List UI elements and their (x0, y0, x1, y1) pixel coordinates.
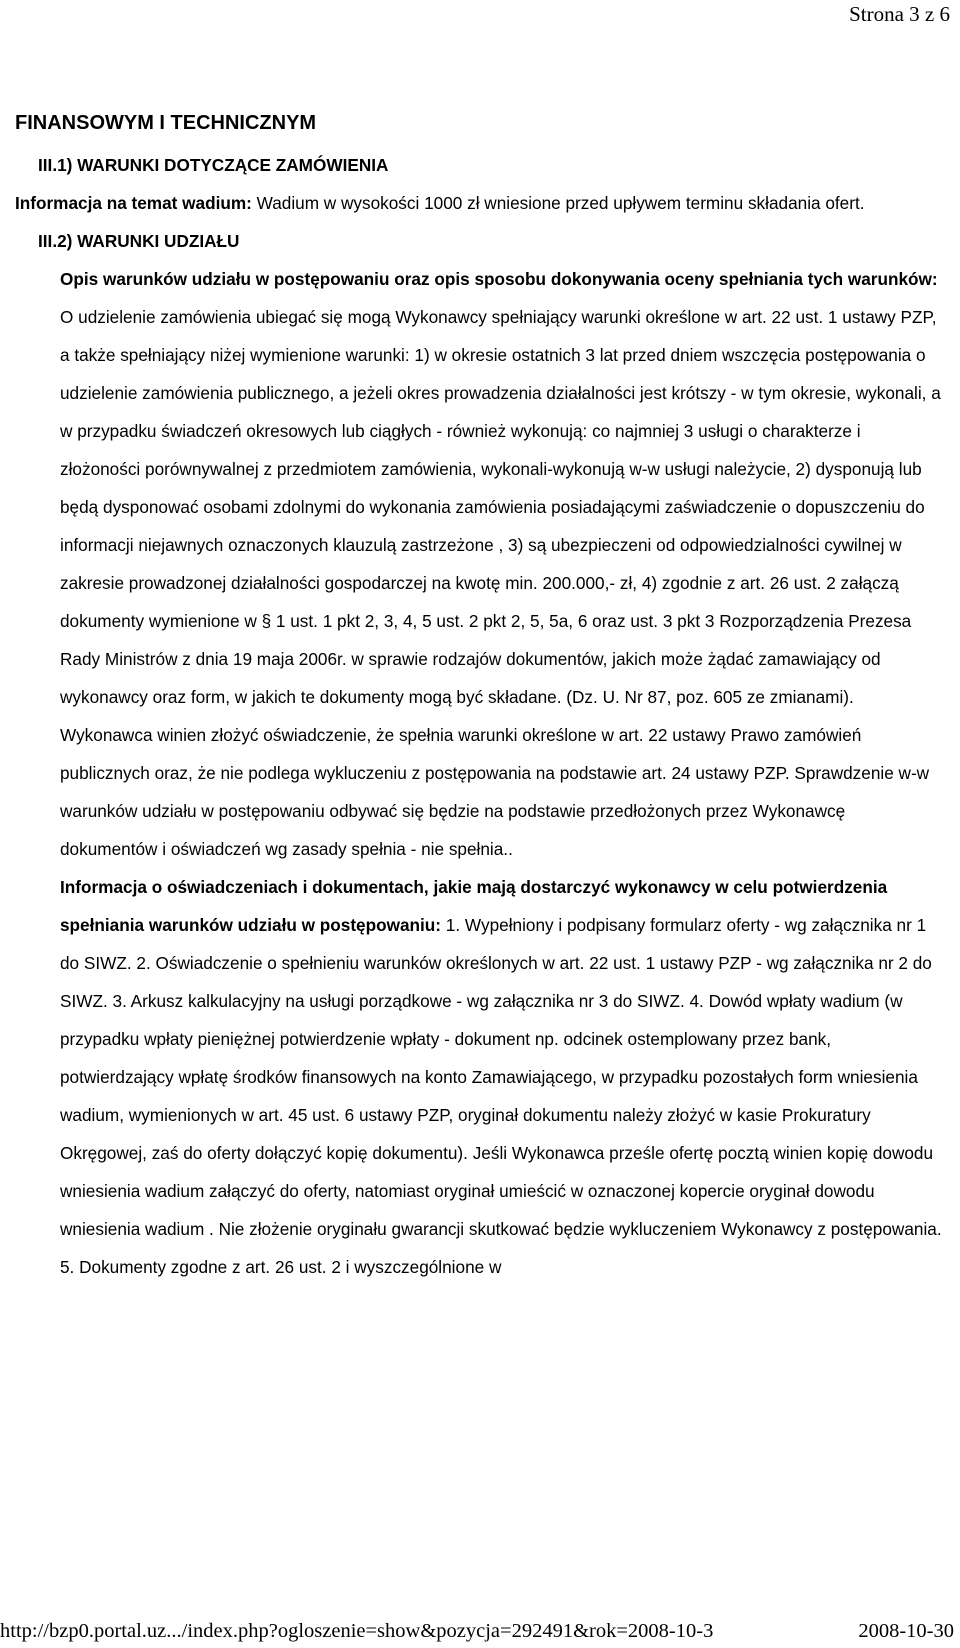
section-heading-participation: III.2) WARUNKI UDZIAŁU (38, 231, 240, 251)
footer-date: 2008-10-30 (858, 1620, 954, 1642)
wadium-text: Wadium w wysokości 1000 zł wniesione przed upływem terminu składania ofert. (251, 193, 865, 213)
conditions-text: O udzielenie zamówienia ubiegać się mogą Wykonawcy spełniający warunki określone w art. 22 ust. 1 ustawy PZP, a także spełniający niżej wymienione warunki: 1) w okresie ostatnich 3 lat przed dniem wszczęcia postępowania o udzielenie zamówienia publicznego, a jeżeli okres prowadzenia działalności jest krótszy - w tym okresie, wykonali, a w przypadku świadczeń okresowych lub ciągłych - również wykonują: co najmniej 3 usługi o charakterze i złożoności porównywalnej z przedmiotem zamówienia, wykonali-wykonują w-w usługi należycie, 2) dysponują lub będą dysponować osobami zdolnymi do wykonania zamówienia posiadającymi zaświadczenie o dopuszczeniu do informacji niejawnych oznaczonych klauzulą zastrzeżone , 3) są ubezpieczeni od odpowiedzialności cywilnej w zakresie prowadzonej działalności gospodarczej na kwotę min. 200.000,- zł, 4) zgodnie z art. 26 ust. 2 załączą dokumenty wymienione w § 1 ust. 1 pkt 2, 3, 4, 5 ust. 2 pkt 2, 5, 5a, 6 oraz ust. 3 pkt 3 Rozporządzenia Prezesa Rady Ministrów z dnia 19 maja 2006r. w sprawie rodzajów dokumentów, jakich może żądać zamawiający od wykonawcy oraz form, w jakich te dokumenty mogą być składane. (Dz. U. Nr 87, poz. 605 ze zmianami). Wykonawca winien złożyć oświadczenie, że spełnia warunki określone w art. 22 ustawy Prawo zamówień publicznych oraz, że nie podlega wykluczeniu z postępowania na podstawie art. 24 ustawy PZP. Sprawdzenie w-w warunków udziału w postępowaniu odbywać się będzie na podstawie przedłożonych przez Wykonawcę dokumentów i oświadczeń wg zasady spełnia - nie spełnia.. (60, 307, 941, 859)
section-title: FINANSOWYM I TECHNICZNYM (15, 112, 317, 134)
conditions-label: Opis warunków udziału w postępowaniu oraz opis sposobu dokonywania oceny spełniania tych warunków: (60, 269, 938, 289)
conditions-paragraph (60, 260, 945, 868)
documents-paragraph (60, 868, 945, 1286)
section-heading-conditions: III.1) WARUNKI DOTYCZĄCE ZAMÓWIENIA (38, 155, 389, 175)
document-body (15, 100, 945, 1286)
documents-label: Informacja o oświadczeniach i dokumentach, jakie mają dostarczyć wykonawcy w celu potwierdzenia spełniania warunków udziału w postępowaniu: (60, 877, 888, 935)
footer-url: http://bzp0.portal.uz.../index.php?ogloszenie=show&pozycja=292491&rok=2008-10-3 (0, 1620, 714, 1642)
page-number: Strona 3 z 6 (849, 2, 950, 26)
wadium-paragraph (15, 184, 945, 222)
documents-text: 1. Wypełniony i podpisany formularz oferty - wg załącznika nr 1 do SIWZ. 2. Oświadczenie o spełnieniu warunków określonych w art. 22 ust. 1 ustawy PZP - wg załącznika nr 2 do SIWZ. 3. Arkusz kalkulacyjny na usługi porządkowe - wg załącznika nr 3 do SIWZ. 4. Dowód wpłaty wadium (w przypadku wpłaty pieniężnej potwierdzenie wpłaty - dokument np. odcinek ostemplowany przez bank, potwierdzający wpłatę środków finansowych na konto Zamawiającego, w przypadku pozostałych form wniesienia wadium, wymienionych w art. 45 ust. 6 ustawy PZP, oryginał dokumentu należy złożyć w kasie Prokuratury Okręgowej, zaś do oferty dołączyć kopię dokumentu). Jeśli Wykonawca prześle ofertę pocztą winien kopię dowodu wniesienia wadium załączyć do oferty, natomiast oryginał umieścić w oznaczonej kopercie oryginał dowodu wniesienia wadium . Nie złożenie oryginału gwarancji skutkować będzie wykluczeniem Wykonawcy z postępowania. 5. Dokumenty zgodne z art. 26 ust. 2 i wyszczególnione w (60, 915, 942, 1277)
wadium-label: Informacja na temat wadium: (15, 193, 252, 213)
